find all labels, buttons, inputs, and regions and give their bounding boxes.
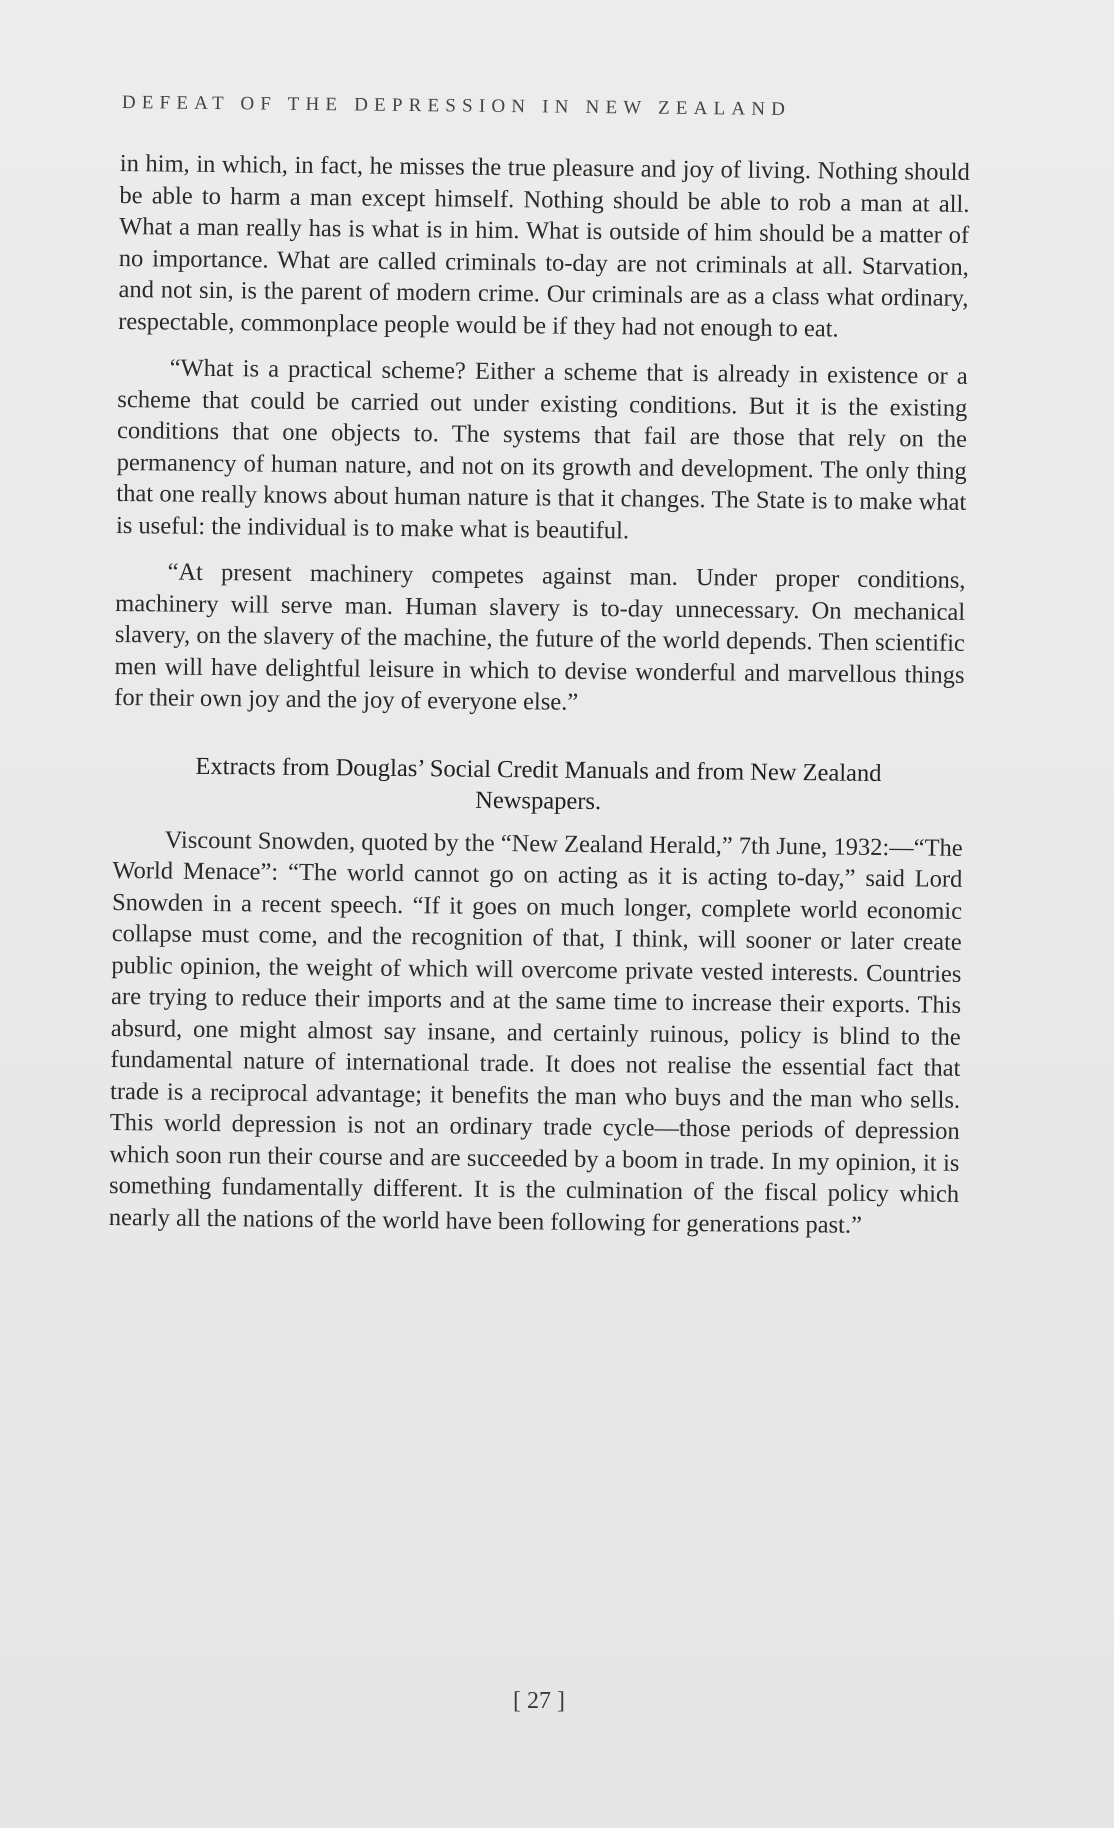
- section-heading: Extracts from Douglas’ Social Credit Manuals and from New Zealand Newspapers.: [195, 752, 882, 815]
- paragraph-continuation: in him, in which, in fact, he misses the true pleasure and joy of living. Nothing should be able to harm a man except himself. Nothing should be able to rob a man at all. What a man really has is what is in him. What is outside of him should be a matter of no importance. What are called criminals to-day are not criminals at all. Starvation, and not sin, is the parent of modern crime. Our criminals are as a class what ordinary, respectable, commonplace people would be if they had not enough to eat.: [118, 149, 970, 343]
- page-body: [109, 148, 970, 1242]
- running-head: DEFEAT OF THE DEPRESSION IN NEW ZEALAND: [121, 92, 792, 121]
- paragraph-machinery: “At present machinery competes against man. Under proper conditions, machinery will serve man. Human slavery is to-day unnecessary. On mechanical slavery, on the slavery of the machine, the future of the world depends. Then scientific men will have delightful leisure in which to devise wonderful and marvellous things for their own joy and the joy of everyone else.”: [114, 558, 966, 716]
- paragraph-snowden-extract: Viscount Snowden, quoted by the “New Zealand Herald,” 7th June, 1932:—“The World Menace”: “The world cannot go on acting as it is acting to-day,” said Lord Snowden in a recent speech. “If it goes on much longer, complete world economic collapse must come, and the recognition of that, I think, will sooner or later create public opinion, the weight of which will overcome private vested interests. Countries are trying to reduce their imports and at the same time to increase their exports. This absurd, one might almost say insane, and certainly ruinous, policy is blind to the fundamental nature of international trade. It does not realise the essential fact that trade is a reciprocal advantage; it benefits the man who buys and the man who sells. This world depression is not an ordinary trade cycle—those periods of depression which soon run their course and are succeeded by a boom in trade. In my opinion, it is something fundamentally different. It is the culmination of the fiscal policy which nearly all the nations of the world have been following for generations past.”: [108, 826, 963, 1239]
- paragraph-practical-scheme: “What is a practical scheme? Either a scheme that is already in existence or a scheme that could be carried out under existing conditions. But it is the existing conditions that one objects to. The systems that fail are those that rely on the permanency of human nature, and not on its growth and development. The only thing that one really knows about human nature is that it changes. The State is to make what is useful: the individual is to make what is beautiful.: [115, 354, 968, 544]
- page-number: [ 27 ]: [513, 1688, 565, 1714]
